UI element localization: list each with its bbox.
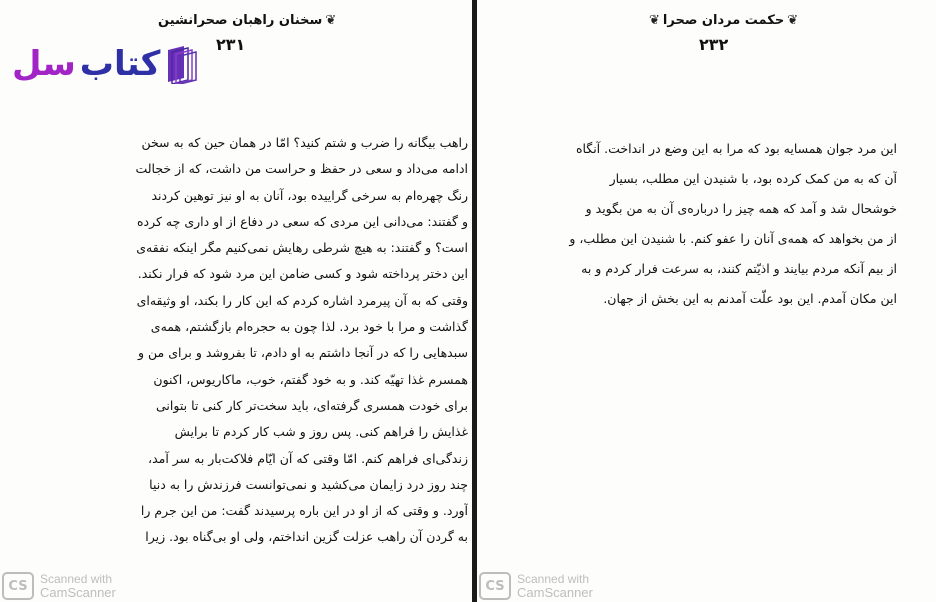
text-line: راهب بیگانه را ضرب و شتم کنید؟ امّا در همان حین که به سخن xyxy=(141,135,468,150)
watermark-line-2: CamScanner xyxy=(40,585,116,600)
text-line: همسرم غذا تهیّه کند. و به خود گفتم، خوب، ماکاریوس، اکنون xyxy=(153,371,468,387)
page-number-left: ۲۳۱ xyxy=(216,35,246,54)
text-line: آورد. و وقتی که از او در این باره پرسیدند گفت: من این جرم را xyxy=(140,503,468,519)
right-page xyxy=(477,0,936,602)
text-line: این مکان آمدم. این بود علّت آمدنم به این بخش از جهان. xyxy=(603,291,897,306)
text-line: خوشحال شد و آمد که همه چیز را درباره‌ی آن به من بگوید و xyxy=(585,201,897,216)
camscanner-logo-icon: CS xyxy=(479,572,511,600)
text-line: برای خودت همسری گرفته‌ای، باید سخت‌تر کار کنی تا بتوانی xyxy=(156,397,468,413)
ornament-icon: ❦ xyxy=(787,13,799,28)
text-line: از بیم آنکه مردم بیایند و اذیّتم کنند، به سرعت فرار کردم و به xyxy=(581,261,897,276)
running-head-left xyxy=(158,13,336,28)
text-line: آن که به من کمک کرده بود، با شنیدن این مطلب، بسیار xyxy=(609,171,897,186)
camscanner-watermark-right xyxy=(479,572,593,600)
watermark-line-1: Scanned with xyxy=(517,572,590,586)
ornament-icon: ❦ xyxy=(649,13,660,28)
running-head-text: حکمت مردان صحرا xyxy=(662,13,785,28)
text-line: وقتی که به آن پیرمرد اشاره کردم که این کار را بکند، او وثیقه‌ای xyxy=(136,292,468,308)
text-line: غذایش را فراهم کنی. پس روز و شب کار کردم تا برایش xyxy=(174,424,468,440)
logo-word-sol: سل xyxy=(12,44,76,84)
body-text-right xyxy=(552,134,897,314)
camscanner-logo-icon: CS xyxy=(2,572,34,600)
text-line: از من بخواهد که همه‌ی آنان را عفو کنم. با شنیدن این مطلب، و xyxy=(569,231,897,246)
camscanner-watermark-left xyxy=(2,572,116,600)
text-line: به گردن آن راهب عزلت گزین انداختم، ولی او بی‌گناه بود. زیرا xyxy=(145,529,468,545)
running-head-text: سخنان راهبان صحرانشین xyxy=(158,13,323,28)
ornament-icon: ❦ xyxy=(325,13,337,28)
watermark-line-2: CamScanner xyxy=(517,585,593,600)
text-line: گذاشت و مرا با خود برد. لذا چون به حجره‌ام بازگشتم، همه‌ی xyxy=(150,319,468,335)
text-line: این دختر پرداخته شود و کسی ضامن این مرد شود که فرار نکند. xyxy=(137,266,468,282)
text-line: زندگی‌ای فراهم کنم. امّا وقتی که آن ایّام فلاکت‌بار به سر آمد، xyxy=(148,450,468,466)
text-line: است؟ و گفتند: به هیچ شرطی رهایش نمی‌کنیم مگر اینکه نفقه‌ی xyxy=(136,240,468,256)
site-logo xyxy=(12,44,198,84)
page-number-right: ۲۳۲ xyxy=(699,35,729,54)
text-line: سبدهایی را که در آنجا داشتم به او دادم، تا بفروشد و برای من و xyxy=(138,345,468,361)
text-line: این مرد جوان همسایه بود که مرا به این وضع در انداخت. آنگاه xyxy=(575,141,897,156)
text-line: چند روز درد زایمان می‌کشید و نمی‌توانست فرزندش را به دنیا xyxy=(149,476,468,492)
watermark-line-1: Scanned with xyxy=(40,572,113,586)
running-head-right xyxy=(649,13,798,28)
text-line: و گفتند: می‌دانی این مردی که سعی در دفاع از او داری چه کرده xyxy=(137,213,468,229)
book-icon xyxy=(164,44,198,84)
body-text-left xyxy=(45,130,468,551)
text-line: ادامه می‌داد و سعی در حفظ و حراست من داشت، که از خجالت xyxy=(135,161,468,177)
text-line: رنگ چهره‌ام به سرخی گراییده بود، آنان به او نیز توهین کردند xyxy=(151,187,468,203)
logo-word-kitab: کتاب xyxy=(79,44,161,84)
